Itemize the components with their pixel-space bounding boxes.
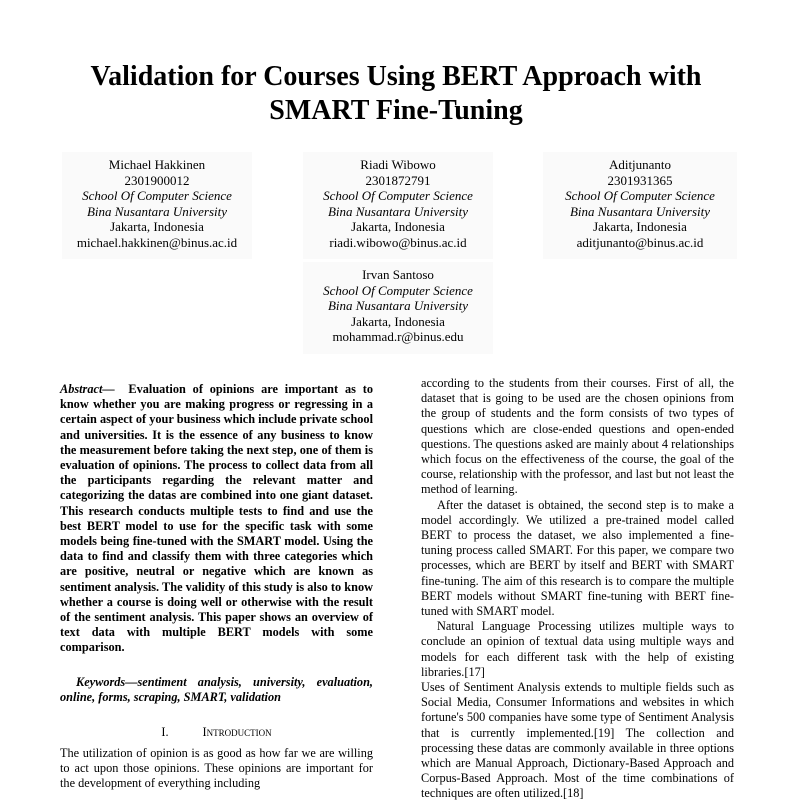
body-paragraph: according to the students from their courses. First of all, the dataset that is going to be used are the chosen opinions from the group of students and the form consists of two types of questions which are close-ended questions and open-ended questions. The questions asked are mainly about 4 relationships which focus on the effectiveness of the course, the goal of the course, relationship with the professor, and last but not least the method of learning. (421, 376, 735, 497)
author-location: Jakarta, Indonesia (351, 313, 445, 329)
body-paragraph: Uses of Sentiment Analysis extends to multiple fields such as Social Media, Consumer Informations and websites in which fortune's 500 companies have some type of Sentiment Analysis that is currently implemented.[19] The collection and processing these datas are commonly available in three options which are Manual Approach, Dictionary-Based Approach and Corpus-Based Approach. Most of the time combinations of techniques are often utilized.[18] (421, 680, 734, 801)
author-id: 2301931365 (607, 172, 673, 188)
author-block (62, 152, 252, 259)
abstract-text: Evaluation of opinions are important as to know whether you are making progress or regressing in a certain aspect of your business which include private school and universities. It is the essence of any business to know the measurement before taking the next step, one of them is evaluation of opinions. The process to collect data from all the participants regarding the relevant matter and categorizing the datas are combined into one giant dataset. This research conducts multiple tests to find and use the best BERT model to use for the specific task with some models being fine-tuned with the SMART model. Using the data to find and classify them with three categories which are positive, neutral or negative which are known as sentiment analysis. The validity of this study is also to know whether a course is doing well or otherwise with the result of the sentiment analysis. This paper shows an overview of text data with multiple BERT models with some comparison. (60, 382, 373, 655)
author-university: Bina Nusantara University (327, 203, 469, 219)
author-name: Riadi Wibowo (360, 157, 436, 172)
paper-title: Validation for Courses Using BERT Approach with SMART Fine-Tuning (90, 61, 702, 126)
author-id: 2301900012 (124, 172, 190, 188)
author-name: Michael Hakkinen (108, 157, 206, 172)
author-location: Jakarta, Indonesia (593, 219, 687, 234)
keywords: Keywords—sentiment analysis, university, evaluation, online, forms, scraping, SMART, validation (60, 674, 373, 704)
author-location: Jakarta, Indonesia (351, 219, 445, 234)
author-name: Irvan Santoso (362, 267, 434, 282)
author-university: Bina Nusantara University (327, 298, 469, 313)
section-number: I. (161, 725, 169, 740)
author-school: School Of Computer Science (565, 188, 715, 203)
author-id: 2301872791 (365, 172, 431, 188)
section-heading (60, 725, 373, 740)
author-school: School Of Computer Science (323, 188, 473, 203)
author-school: School Of Computer Science (82, 188, 232, 203)
author-block (303, 152, 493, 259)
author-email: riadi.wibowo@binus.ac.id (329, 234, 467, 250)
author-name: Aditjunanto (608, 157, 672, 172)
author-location: Jakarta, Indonesia (110, 219, 204, 234)
author-school: School Of Computer Science (323, 282, 473, 298)
author-block (543, 152, 737, 259)
author-email: mohammad.r@binus.edu (332, 329, 464, 344)
author-email: michael.hakkinen@binus.ac.id (76, 234, 238, 250)
abstract-label: Abstract— (60, 382, 115, 396)
author-block (303, 262, 493, 354)
author-university: Bina Nusantara University (569, 203, 711, 219)
body-paragraph: Natural Language Processing utilizes multiple ways to conclude an opinion of textual data using multiple ways and models for each different task with the help of existing libraries.[17] (421, 619, 734, 679)
intro-paragraph: The utilization of opinion is as good as how far we are willing to act upon those opinions. These opinions are important for the development of everything including (60, 746, 373, 791)
author-university: Bina Nusantara University (86, 203, 228, 219)
left-column (60, 382, 373, 792)
abstract (60, 382, 373, 656)
author-email: aditjunanto@binus.ac.id (576, 234, 704, 250)
section-title: Introduction (202, 725, 272, 740)
right-column (421, 376, 734, 802)
body-paragraph: After the dataset is obtained, the second step is to make a model accordingly. We utilized a pre-trained model called BERT to process the dataset, we also implemented a fine-tuning process called SMART. For this paper, we compare two processes, which are BERT by itself and BERT with SMART fine-tuning. The aim of this research is to compare the multiple BERT models without SMART fine-tuning with BERT fine-tuned with SMART model. (421, 497, 734, 619)
